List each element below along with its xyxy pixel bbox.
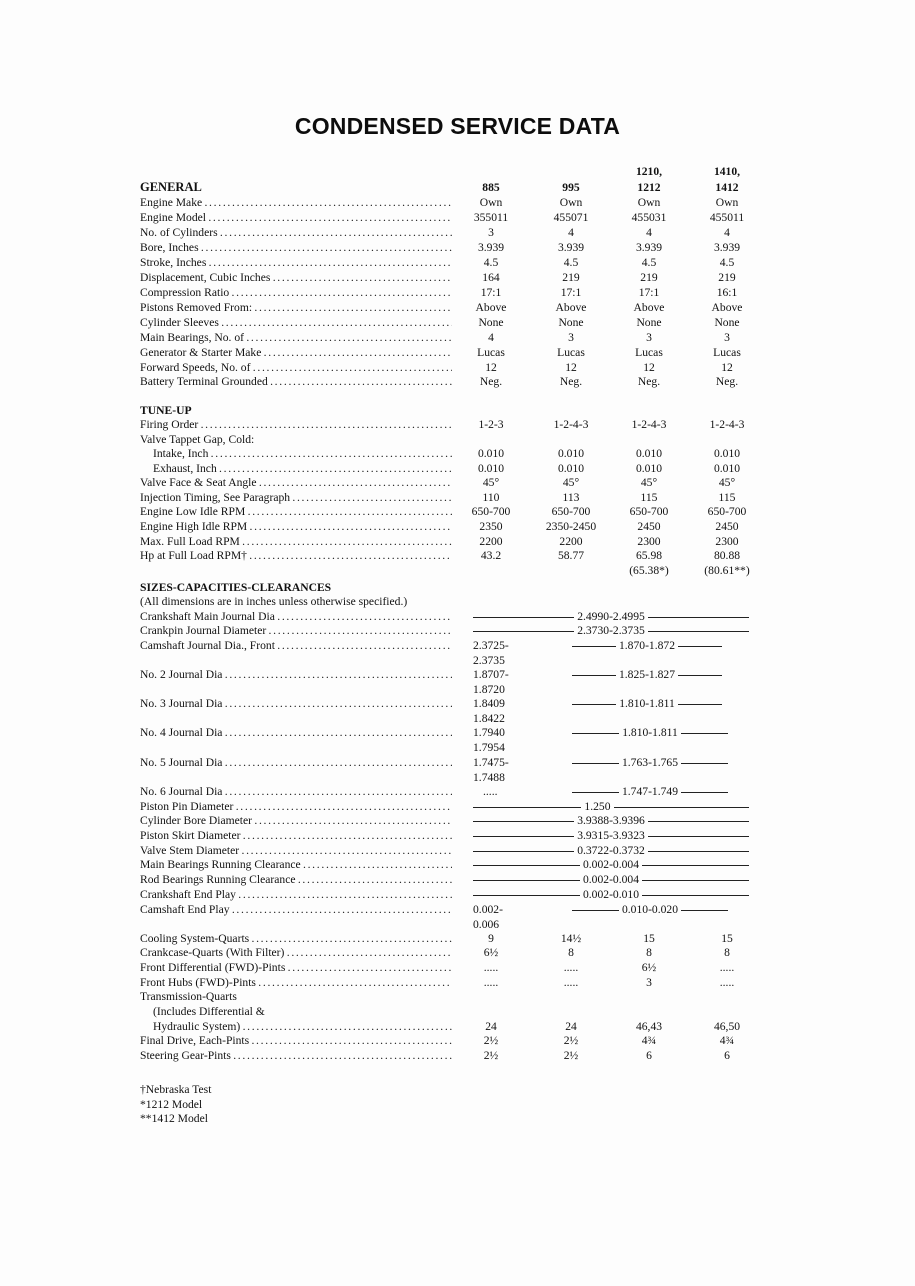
table-row (140, 696, 760, 726)
row-label: Main Bearings, No. of . . . (140, 330, 452, 345)
cell: 115 (640, 491, 658, 504)
cell: ..... (563, 961, 579, 974)
col4-header-top: 1410, (713, 165, 741, 178)
cell: Own (637, 196, 661, 209)
col3-header: 1212 (637, 181, 661, 194)
row-label: No. 6 Journal Dia . . . (140, 784, 452, 799)
cell: 0.010 (635, 462, 663, 475)
table-row (140, 1019, 760, 1034)
span-value (473, 813, 749, 828)
row-label: Piston Pin Diameter . . . (140, 799, 452, 814)
cell: 2½ (563, 1049, 579, 1062)
cell: Own (715, 196, 739, 209)
cell: 0.006 (473, 918, 500, 931)
value: 2.4990-2.4995 (577, 610, 645, 623)
value: 1.810-1.811 (619, 697, 675, 710)
row-label: Crankcase-Quarts (With Filter) . . . (140, 945, 452, 960)
table-row (140, 828, 760, 843)
cell: 1.7954 (473, 741, 505, 754)
value: 1.747-1.749 (621, 785, 679, 798)
cell: ..... (563, 976, 579, 989)
row-label: Injection Timing, See Paragraph . . . (140, 490, 452, 505)
cell: 45° (562, 476, 580, 489)
cell: 17:1 (638, 286, 660, 299)
cell: 4.5 (719, 256, 735, 269)
table-row (140, 519, 760, 534)
cell: None (636, 316, 662, 329)
cell: Above (711, 301, 743, 314)
table-row (140, 902, 760, 932)
cell: Lucas (635, 346, 663, 359)
row-label: Max. Full Load RPM . . . (140, 534, 452, 549)
span-value (473, 857, 749, 872)
row-label: Rod Bearings Running Clearance . . . (140, 872, 452, 887)
cell: 1.7475- (473, 756, 509, 769)
cell: 4.5 (641, 256, 657, 269)
cell: Lucas (477, 346, 505, 359)
table-row (140, 638, 760, 668)
cell: 9 (488, 932, 494, 945)
cell: 4¾ (719, 1034, 735, 1047)
col3-header-top: 1210, (635, 165, 663, 178)
section-subheader (140, 594, 760, 609)
cell: 2300 (637, 535, 661, 548)
row-label: Final Drive, Each-Pints . . . (140, 1033, 452, 1048)
section-header (140, 403, 760, 418)
table-row (140, 270, 760, 285)
table-row (140, 784, 760, 799)
row-label: (Includes Differential & (153, 1005, 265, 1018)
table-row (140, 563, 760, 578)
cell: Own (479, 196, 503, 209)
cell: None (714, 316, 740, 329)
cell: 219 (562, 271, 580, 284)
cell: 0.010 (557, 462, 585, 475)
cell: 3 (646, 331, 652, 344)
table-row (140, 857, 760, 872)
row-label: Stroke, Inches . . . (140, 255, 452, 270)
table-row (140, 843, 760, 858)
cell: 6 (646, 1049, 652, 1062)
cell: 650-700 (551, 505, 591, 518)
section-heading-tuneup: TUNE-UP (140, 404, 192, 417)
cell: 1.7488 (473, 771, 505, 784)
row-label: Generator & Starter Make . . . (140, 345, 452, 360)
table-row (140, 931, 760, 946)
table-row (140, 1033, 760, 1048)
cell: 2.3725- (473, 639, 509, 652)
value: 1.250 (584, 800, 611, 813)
cell: 4 (568, 226, 574, 239)
cell: 4.5 (563, 256, 579, 269)
cell: 24 (485, 1020, 497, 1033)
cell: 2½ (483, 1049, 499, 1062)
col4-header: 1412 (715, 181, 739, 194)
cell: 12 (485, 361, 497, 374)
cell: Neg. (559, 375, 583, 388)
cell: 0.010 (557, 447, 585, 460)
section-subheading: (All dimensions are in inches unless otherwise specified.) (140, 595, 408, 608)
table-row (140, 504, 760, 519)
row-label: Hydraulic System) . . . (140, 1019, 452, 1034)
cell: 2½ (483, 1034, 499, 1047)
row-label: Transmission-Quarts (140, 990, 237, 1003)
cell: 0.010 (713, 462, 741, 475)
col2-header: 995 (562, 181, 580, 194)
cell: 45° (482, 476, 500, 489)
table-row (140, 360, 760, 375)
value: 2.3730-2.3735 (577, 624, 645, 637)
cell: 6½ (483, 946, 499, 959)
row-label: Battery Terminal Grounded . . . (140, 374, 452, 389)
cell: 46,50 (713, 1020, 741, 1033)
value: 3.9315-3.9323 (577, 829, 645, 842)
cell: 43.2 (480, 549, 502, 562)
cell: 4.5 (483, 256, 499, 269)
row-label: Front Differential (FWD)-Pints . . . (140, 960, 452, 975)
cell: 17:1 (560, 286, 582, 299)
span-value (473, 828, 749, 843)
table-row (140, 300, 760, 315)
cell: Above (475, 301, 507, 314)
row-label: No. of Cylinders . . . (140, 225, 452, 240)
row-label: Valve Stem Diameter . . . (140, 843, 452, 858)
cell: 2200 (559, 535, 583, 548)
row-label: Front Hubs (FWD)-Pints . . . (140, 975, 452, 990)
cell: 17:1 (480, 286, 502, 299)
row-label: Main Bearings Running Clearance . . . (140, 857, 452, 872)
row-label: Exhaust, Inch . . . (140, 461, 452, 476)
cell: 1-2-4-3 (631, 418, 667, 431)
table-row (140, 623, 760, 638)
span-value (572, 638, 722, 653)
cell: 8 (568, 946, 574, 959)
span-value (572, 725, 728, 740)
cell: Lucas (713, 346, 741, 359)
row-label: Crankpin Journal Diameter . . . (140, 623, 452, 638)
cell: ..... (483, 785, 498, 798)
cell: 15 (643, 932, 655, 945)
cell: ..... (719, 961, 735, 974)
cell: 3 (488, 226, 494, 239)
cell: None (558, 316, 584, 329)
row-label: Valve Face & Seat Angle . . . (140, 475, 452, 490)
cell: 4 (646, 226, 652, 239)
table-row (140, 667, 760, 697)
cell: 650-700 (707, 505, 747, 518)
column-header (140, 180, 760, 195)
row-label: Engine Model . . . (140, 210, 452, 225)
table-row (140, 1004, 760, 1019)
cell: 219 (640, 271, 658, 284)
cell: 24 (565, 1020, 577, 1033)
value: 1.870-1.872 (618, 639, 676, 652)
cell: 2350 (479, 520, 503, 533)
cell: 2.3735 (473, 654, 505, 667)
span-value (473, 872, 749, 887)
cell: Neg. (637, 375, 661, 388)
cell: 455031 (631, 211, 667, 224)
cell: 355011 (473, 211, 509, 224)
row-label: Engine Low Idle RPM . . . (140, 504, 452, 519)
table-row (140, 534, 760, 549)
cell: 650-700 (629, 505, 669, 518)
cell: 80.88 (713, 549, 741, 562)
row-label: Intake, Inch . . . (140, 446, 452, 461)
row-label: Engine High Idle RPM . . . (140, 519, 452, 534)
row-label: Firing Order . . . (140, 417, 452, 432)
table-row (140, 432, 760, 447)
row-label: Hp at Full Load RPM† . . . (140, 548, 452, 563)
row-label: No. 5 Journal Dia . . . (140, 755, 452, 770)
table-row (140, 548, 760, 563)
cell: 12 (643, 361, 655, 374)
cell: 3.939 (713, 241, 741, 254)
row-label: Steering Gear-Pints . . . (140, 1048, 452, 1063)
table-row (140, 461, 760, 476)
cell: 16:1 (716, 286, 738, 299)
span-value (473, 623, 749, 638)
cell: 1.7940 (473, 726, 505, 739)
table-row (140, 255, 760, 270)
section-heading-general: GENERAL (140, 180, 202, 194)
value: 0.002-0.004 (582, 873, 640, 886)
value: 0.002-0.004 (582, 858, 640, 871)
footnote-text: †Nebraska Test (140, 1083, 212, 1096)
table-row (140, 475, 760, 490)
cell: 455071 (553, 211, 589, 224)
cell: 3 (724, 331, 730, 344)
cell: 12 (721, 361, 733, 374)
cell: 8 (724, 946, 730, 959)
row-label: Cylinder Bore Diameter . . . (140, 813, 452, 828)
cell: (65.38*) (629, 564, 669, 577)
cell: 164 (482, 271, 500, 284)
row-label: Forward Speeds, No. of . . . (140, 360, 452, 375)
value: 0.002-0.010 (582, 888, 640, 901)
cell: 1-2-4-3 (553, 418, 589, 431)
row-label: No. 2 Journal Dia . . . (140, 667, 452, 682)
footnote (140, 1082, 760, 1097)
cell: 219 (718, 271, 736, 284)
value: 3.9388-3.9396 (577, 814, 645, 827)
cell: 14½ (560, 932, 582, 945)
span-value (473, 799, 749, 814)
table-row (140, 240, 760, 255)
cell: 3.939 (557, 241, 585, 254)
row-label: Engine Make . . . (140, 195, 452, 210)
table-row (140, 609, 760, 624)
cell: 2300 (715, 535, 739, 548)
cell: 1-2-4-3 (709, 418, 745, 431)
footnote-text: **1412 Model (140, 1112, 208, 1125)
cell: 6 (724, 1049, 730, 1062)
row-label: No. 3 Journal Dia . . . (140, 696, 452, 711)
cell: 4¾ (641, 1034, 657, 1047)
table-row (140, 1048, 760, 1063)
table-row (140, 345, 760, 360)
cell: 115 (718, 491, 736, 504)
section-header (140, 580, 760, 595)
value: 1.810-1.811 (622, 726, 678, 739)
table-row (140, 989, 760, 1004)
table-row (140, 975, 760, 990)
cell: Neg. (715, 375, 739, 388)
table-row (140, 490, 760, 505)
footnote (140, 1111, 760, 1126)
table-row (140, 887, 760, 902)
table-row (140, 315, 760, 330)
cell: 45° (718, 476, 736, 489)
table-row (140, 813, 760, 828)
value: 1.763-1.765 (621, 756, 679, 769)
row-label: Cooling System-Quarts . . . (140, 931, 452, 946)
table-row (140, 725, 760, 755)
cell: 6½ (641, 961, 657, 974)
cell: 1.8422 (473, 712, 505, 725)
row-label: Crankshaft Main Journal Dia . . . (140, 609, 452, 624)
cell: None (478, 316, 504, 329)
span-value (572, 696, 722, 711)
table-row (140, 799, 760, 814)
span-value (473, 843, 749, 858)
row-label: Piston Skirt Diameter . . . (140, 828, 452, 843)
table-row (140, 195, 760, 210)
cell: ..... (483, 976, 499, 989)
footnote-text: *1212 Model (140, 1098, 203, 1111)
cell: 3.939 (477, 241, 505, 254)
cell: 0.002- (473, 903, 503, 916)
cell: 46,43 (635, 1020, 663, 1033)
table-row (140, 374, 760, 389)
span-value (572, 784, 728, 799)
table-row (140, 417, 760, 432)
row-label: Crankshaft End Play . . . (140, 887, 452, 902)
span-value (473, 609, 749, 624)
cell: 12 (565, 361, 577, 374)
cell: 8 (646, 946, 652, 959)
cell: 2½ (563, 1034, 579, 1047)
table-row (140, 330, 760, 345)
row-label: Displacement, Cubic Inches . . . (140, 270, 452, 285)
cell: 0.010 (713, 447, 741, 460)
table-row (140, 872, 760, 887)
cell: 58.77 (557, 549, 585, 562)
table-row (140, 755, 760, 785)
cell: 3.939 (635, 241, 663, 254)
cell: 110 (482, 491, 500, 504)
cell: 2200 (479, 535, 503, 548)
cell: 0.010 (635, 447, 663, 460)
cell: 1.8707- (473, 668, 509, 681)
cell: 4 (724, 226, 730, 239)
cell: ..... (719, 976, 735, 989)
footnote (140, 1097, 760, 1112)
cell: 65.98 (635, 549, 663, 562)
cell: Above (555, 301, 587, 314)
cell: (80.61**) (704, 564, 750, 577)
cell: 4 (488, 331, 494, 344)
column-header-top (140, 164, 760, 179)
cell: ..... (483, 961, 499, 974)
cell: 15 (721, 932, 733, 945)
cell: Neg. (479, 375, 503, 388)
cell: 2450 (715, 520, 739, 533)
cell: 0.010 (477, 447, 505, 460)
cell: 1.8720 (473, 683, 505, 696)
cell: 1.8409 (473, 697, 505, 710)
cell: Lucas (557, 346, 585, 359)
span-value (572, 667, 722, 682)
cell: Own (559, 196, 583, 209)
section-heading-sizes: SIZES-CAPACITIES-CLEARANCES (140, 581, 332, 594)
span-value (473, 887, 749, 902)
span-value (572, 755, 728, 770)
span-value (572, 902, 728, 917)
row-label: Pistons Removed From: . . . (140, 300, 452, 315)
cell: 3 (646, 976, 652, 989)
row-label: Compression Ratio . . . (140, 285, 452, 300)
table-row (140, 446, 760, 461)
cell: 1-2-3 (478, 418, 504, 431)
table-row (140, 945, 760, 960)
row-label: Camshaft Journal Dia., Front . . . (140, 638, 452, 653)
row-label: Bore, Inches . . . (140, 240, 452, 255)
table-row (140, 285, 760, 300)
cell: 650-700 (471, 505, 511, 518)
cell: 113 (562, 491, 580, 504)
row-label: Valve Tappet Gap, Cold: (140, 433, 255, 446)
value: 0.010-0.020 (621, 903, 679, 916)
cell: 2350-2450 (545, 520, 597, 533)
page-title: CONDENSED SERVICE DATA (294, 113, 621, 139)
cell: Above (633, 301, 665, 314)
value: 0.3722-0.3732 (577, 844, 645, 857)
row-label: Camshaft End Play . . . (140, 902, 452, 917)
table-row (140, 960, 760, 975)
cell: 455011 (709, 211, 745, 224)
row-label: Cylinder Sleeves . . . (140, 315, 452, 330)
cell: 3 (568, 331, 574, 344)
col1-header: 885 (482, 181, 500, 194)
value: 1.825-1.827 (618, 668, 676, 681)
table-row (140, 225, 760, 240)
table-row (140, 210, 760, 225)
cell: 0.010 (477, 462, 505, 475)
cell: 2450 (637, 520, 661, 533)
cell: 45° (640, 476, 658, 489)
row-label: No. 4 Journal Dia . . . (140, 725, 452, 740)
